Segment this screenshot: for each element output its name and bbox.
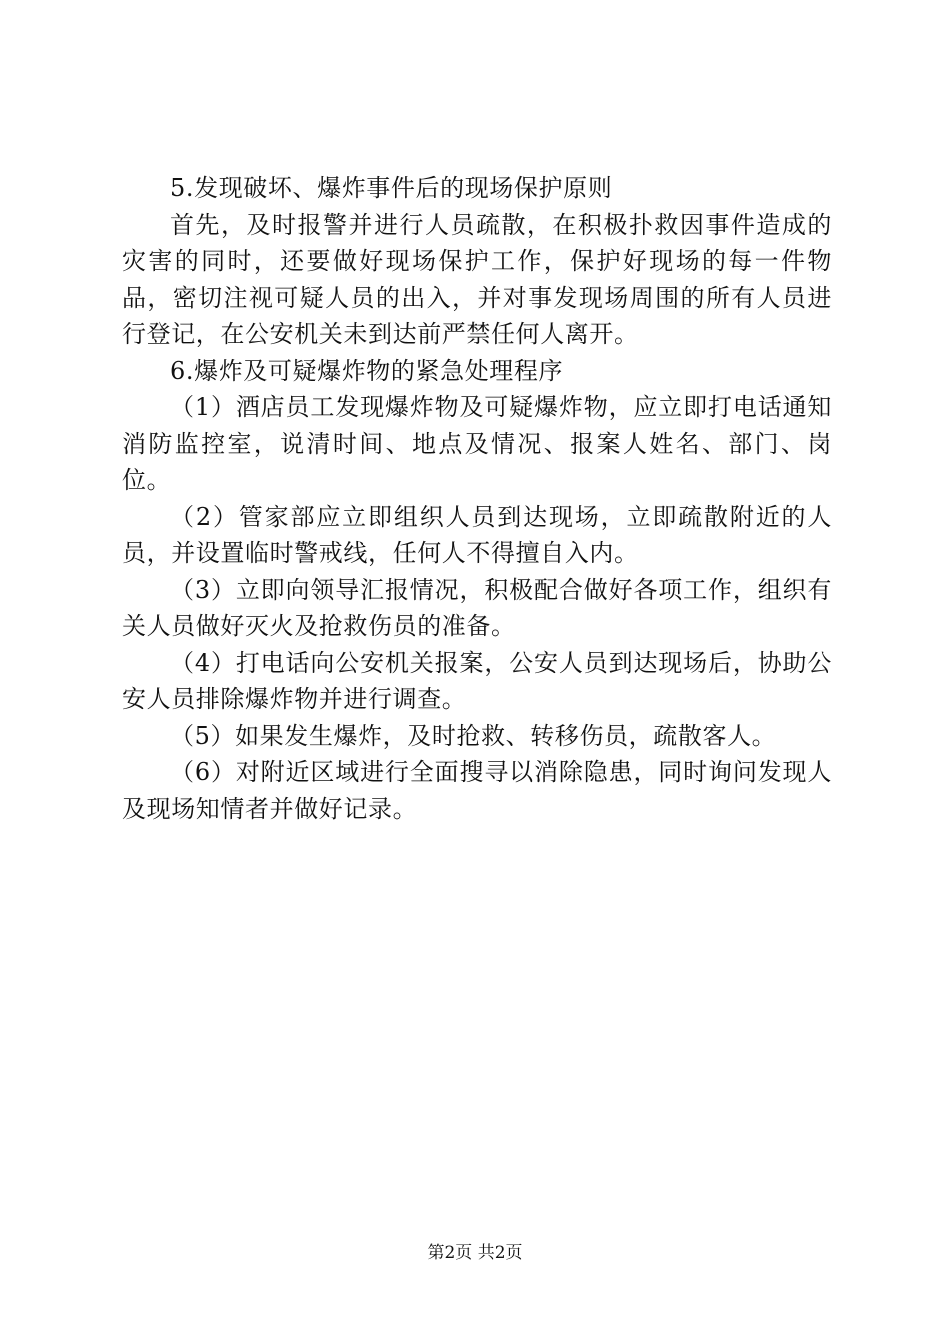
page-number-footer: 第2页 共2页 [427,1243,523,1263]
procedure-step-4: （4）打电话向公安机关报案，公安人员到达现场后，协助公安人员排除爆炸物并进行调查。 [122,648,832,713]
procedure-step-6: （6）对附近区域进行全面搜寻以消除隐患，同时询问发现人及现场知情者并做好记录。 [122,758,832,823]
document-body [122,170,832,827]
procedure-step-5: （5）如果发生爆炸，及时抢救、转移伤员，疏散客人。 [170,721,777,750]
paragraph-site-protection: 首先，及时报警并进行人员疏散，在积极扑救因事件造成的灾害的同时，还要做好现场保护工作，保护好现场的每一件物品，密切注视可疑人员的出入，并对事发现场周围的所有人员进行登记，在公安机关未到达前严禁任何人离开。 [122,210,832,348]
procedure-step-2: （2）管家部应立即组织人员到达现场，立即疏散附近的人员，并设置临时警戒线，任何人不得擅自入内。 [122,502,832,567]
procedure-step-3: （3）立即向领导汇报情况，积极配合做好各项工作，组织有关人员做好灭火及抢救伤员的准备。 [122,575,832,640]
section-heading-6: 6.爆炸及可疑爆炸物的紧急处理程序 [170,356,564,385]
section-heading-5: 5.发现破坏、爆炸事件后的现场保护原则 [170,174,613,202]
procedure-step-1: （1）酒店员工发现爆炸物及可疑爆炸物，应立即打电话通知消防监控室，说清时间、地点及情况、报案人姓名、部门、岗位。 [122,393,832,494]
